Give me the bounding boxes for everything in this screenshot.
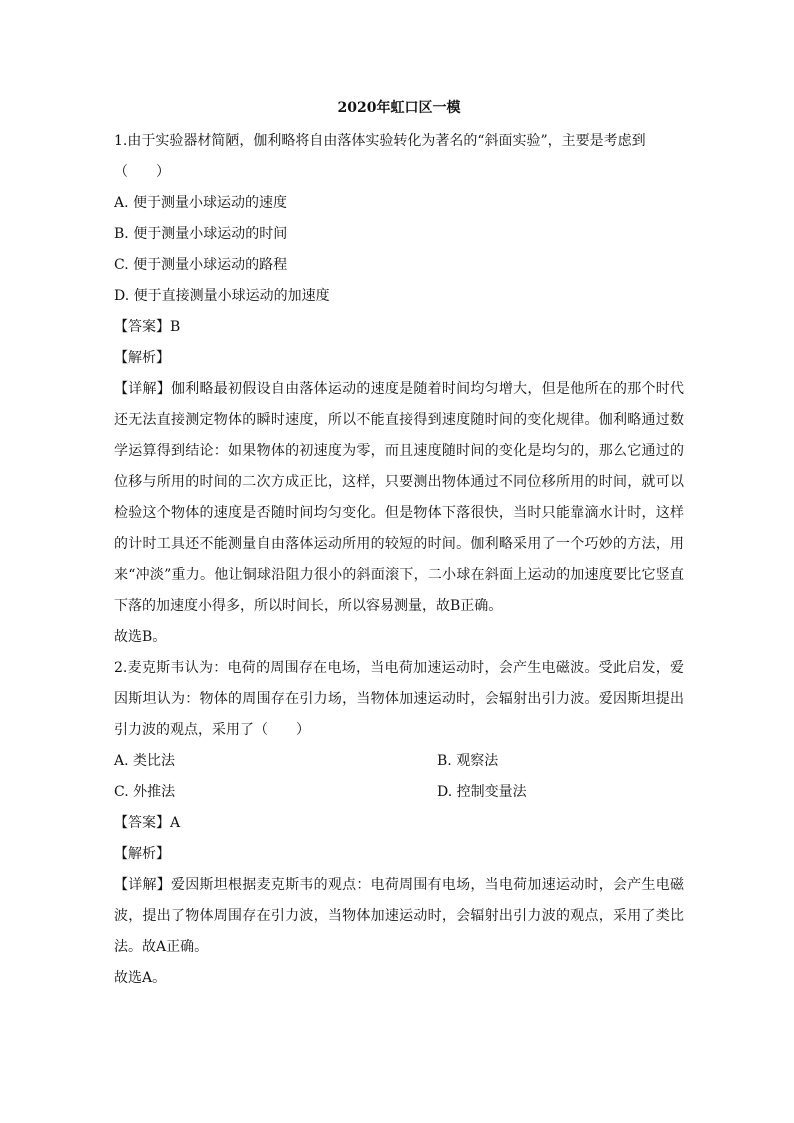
q2-option-d: D. 控制变量法 (437, 784, 527, 800)
document-title: 2020年虹口区一模 (337, 100, 461, 116)
q1-option-a: A. 便于测量小球运动的速度 (114, 195, 288, 211)
q1-stem-line1: 1.由于实验器材简陋，伽利略将自由落体实验转化为著名的“斜面实验”，主要是考虑到 (114, 133, 646, 149)
q2-option-b: B. 观察法 (437, 753, 499, 769)
q2-options-row-2 (114, 777, 684, 808)
q2-conclusion: 故选A。 (114, 970, 167, 986)
q2-detail: 【详解】爱因斯坦根据麦克斯韦的观点：电荷周围有电场，当电荷加速运动时，会产生电磁波，提出了物体周围存在引力波，当物体加速运动时，会辐射出引力波的观点，采用了类比法。故A正确。 (114, 877, 684, 955)
document-page (114, 98, 684, 994)
q1-detail: 【详解】伽利略最初假设自由落体运动的速度是随着时间均匀增大，但是他所在的那个时代还无法直接测定物体的瞬时速度，所以不能直接得到速度随时间的变化规律。伽利略通过数学运算得到结论：如果物体的初速度为零，而且速度随时间的变化是均匀的，那么它通过的位移与所用的时间的二次方成正比，这样，只要测出物体通过不同位移所用的时间，就可以检验这个物体的速度是否随时间均匀变化。但是物体下落很快，当时只能靠滴水计时，这样的计时工具还不能测量自由落体运动所用的较短的时间。伽利略采用了一个巧妙的方法，用来“冲淡”重力。他让铜球沿阻力很小的斜面滚下，二小球在斜面上运动的加速度要比它竖直下落的加速度小得多，所以时间长，所以容易测量，故B正确。 (114, 381, 684, 614)
q1-option-d: D. 便于直接测量小球运动的加速度 (114, 288, 330, 304)
q2-options-row-1 (114, 746, 684, 777)
q2-analysis-label: 【解析】 (114, 846, 170, 862)
q1-analysis-label: 【解析】 (114, 350, 170, 366)
q2-option-a: A. 类比法 (114, 753, 176, 769)
q1-option-b: B. 便于测量小球运动的时间 (114, 226, 288, 242)
q2-answer: 【答案】A (114, 815, 181, 831)
q1-option-c: C. 便于测量小球运动的路程 (114, 257, 288, 273)
q1-answer: 【答案】B (114, 319, 181, 335)
q1-conclusion: 故选B。 (114, 629, 167, 645)
q2-stem: 2.麦克斯韦认为：电荷的周围存在电场，当电荷加速运动时，会产生电磁波。受此启发，爱因斯坦认为：物体的周围存在引力场，当物体加速运动时，会辐射出引力波。爱因斯坦提出引力波的观点，采用了（ ） (114, 660, 684, 738)
q1-stem-line2: （ ） (114, 164, 170, 180)
q2-option-c: C. 外推法 (114, 784, 176, 800)
